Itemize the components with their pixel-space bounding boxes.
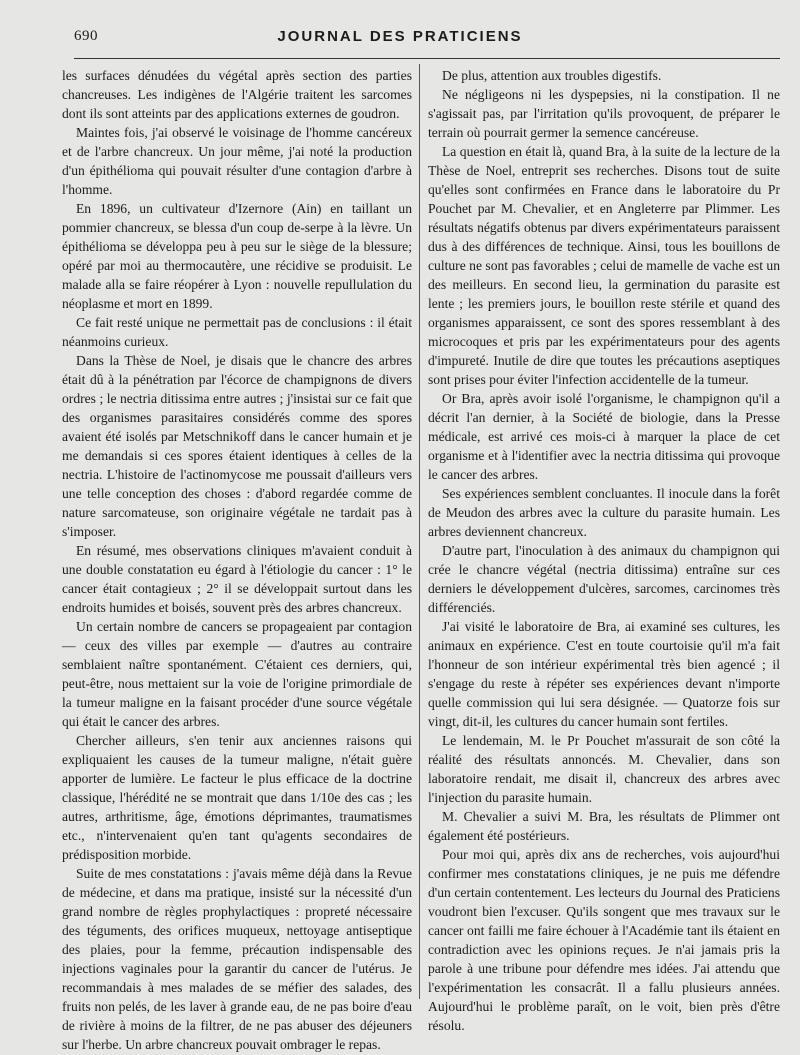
paragraph: les surfaces dénudées du végétal après section des parties chancreuses. Les indigènes de l'Algérie traitent les sarcomes dont ils sont atteints par des applications externes de goudron. <box>62 68 412 121</box>
paragraph: Ne négligeons ni les dyspepsies, ni la constipation. Il ne s'agissait pas, par l'irritation qu'ils provoquent, de préparer le terrain où pourrait germer la semence cancéreuse. <box>428 87 780 140</box>
paragraph: Pour moi qui, après dix ans de recherches, vois aujourd'hui confirmer mes constatations cliniques, je ne puis me défendre d'un certain contentement. Les lecteurs du Journal des Praticiens voudront bien l'excuser. Qu'ils songent que mes travaux sur le cancer ont failli me faire échouer à l'Académie tant ils étaient en contradiction avec les opinions reçues. Je n'ai jamais pris la parole à une tribune pour défendre mes idées. J'ai attendu que l'expérimentation les consacrât. Il a fallu plusieurs années. Aujourd'hui le problème paraît, on le voit, bien près d'être résolu. <box>428 847 780 1033</box>
paragraph: Ce fait resté unique ne permettait pas de conclusions : il était néanmoins curieux. <box>62 315 412 349</box>
paragraph: Maintes fois, j'ai observé le voisinage de l'homme cancéreux et de l'arbre chancreux. Un jour même, j'ai noté la production d'un épithélioma qui pouvait résulter d'une contagion d'arbre à l'homme. <box>62 125 412 197</box>
paragraph: En résumé, mes observations cliniques m'avaient conduit à une double constatation eu égard à l'étiologie du cancer : 1° le cancer était contagieux ; 2° il se développait surtout dans les endroits humides et boisés, souvent près des arbres chancreux. <box>62 543 412 615</box>
paragraph: Chercher ailleurs, s'en tenir aux anciennes raisons qui expliquaient les causes de la tumeur maligne, n'était guère apporter de lumière. Le facteur le plus efficace de la doctrine classique, l'hérédité ne se montrait que dans 1/10e des cas ; les autres, arthritisme, âge, émotions déprimantes, traumatismes etc., n'intervenaient qu'en tant qu'agents secondaires de prédisposition morbide. <box>62 733 412 862</box>
column-divider <box>419 64 420 999</box>
right-column <box>428 66 780 1035</box>
paragraph: Or Bra, après avoir isolé l'organisme, le champignon qu'il a décrit l'an dernier, à la Société de biologie, dans la Presse médicale, est arrivé ces mois-ci à marquer la place de cet organisme et à l'identifier avec la nectria ditissima qui provoque le cancer des arbres. <box>428 391 780 482</box>
page-header <box>0 28 800 52</box>
paragraph: J'ai visité le laboratoire de Bra, ai examiné ses cultures, les animaux en expérience. C'est en toute courtoisie qu'il m'a fait l'honneur de son intérieur expérimental très bien agencé ; il s'engage du reste à répéter ses expériences devant n'importe quelle commission qui lui sera désignée. — Quatorze fois sur vingt, dit-il, les cultures du cancer humain sont fertiles. <box>428 619 780 729</box>
paragraph: La question en était là, quand Bra, à la suite de la lecture de la Thèse de Noel, entreprit ses recherches. Disons tout de suite qu'elles sont confirmées en France dans le laboratoire du Pr Pouchet par M. Chevalier, et en Angleterre par Plimmer. Les résultats négatifs obtenus par divers expérimentateurs paraissent dus à des différences de technique. Ainsi, tous les bouillons de culture ne sont pas favorables ; celui de mamelle de vache est un des meilleurs. En second lieu, la germination du parasite est lente ; les premiers jours, le bouillon reste stérile et quand des organismes apparaissent, ce sont des spores ressemblant à des microcoques et pris par les expérimentateurs pour des agents d'impureté. Inutile de dire que toutes les précautions aseptiques sont prises pour éviter l'infection accidentelle de la tumeur. <box>428 144 780 387</box>
paragraph: Un certain nombre de cancers se propageaient par contagion — ceux des villes par exemple — d'autres au contraire semblaient naître spontanément. C'étaient ces derniers, qui, peut-être, nous mettaient sur la voie de l'origine primordiale de la tumeur maligne en la faisant procéder d'une source végétale qui était le cancer des arbres. <box>62 619 412 729</box>
paragraph: D'autre part, l'inoculation à des animaux du champignon qui crée le chancre végétal (nectria ditissima) entraîne sur ces derniers le développement d'ulcères, sarcomes, carcinomes très différenciés. <box>428 543 780 615</box>
paragraph: En 1896, un cultivateur d'Izernore (Ain) en taillant un pommier chancreux, se blessa d'un coup de-serpe à la lèvre. Un épithélioma se développa peu à peu sur le siège de la blessure; opéré par moi au thermocautère, une récidive se produisit. Le malade alla se faire réopérer à Lyon : nouvelle repullulation du néoplasme et mort en 1899. <box>62 201 412 311</box>
paragraph: Dans la Thèse de Noel, je disais que le chancre des arbres était dû à la pénétration par l'écorce de champignons de divers ordres ; le nectria ditissima entre autres ; j'insistai sur ce fait que des organismes parasitaires considérés comme des spores avaient été isolés par Metschnikoff dans le cancer humain et je me demandais si ces spores étaient identiques à celles de la nectria. L'histoire de l'actinomycose me poussait d'ailleurs vers une telle conception des choses : d'abord regardée comme de nature sarcomateuse, son originaire végétale ne tardait pas à s'imposer. <box>62 353 412 539</box>
paragraph: Le lendemain, M. le Pr Pouchet m'assurait de son côté la réalité des résultats annoncés. M. Chevalier, dans son laboratoire rendait, me disait il, chancreux des arbres avec l'injection du parasite humain. <box>428 733 780 805</box>
page-number: 690 <box>74 28 98 44</box>
paragraph: Ses expériences semblent concluantes. Il inocule dans la forêt de Meudon des arbres avec la culture du parasite humain. Les arbres deviennent chancreux. <box>428 486 780 539</box>
journal-title: JOURNAL DES PRATICIENS <box>277 28 523 45</box>
header-rule <box>74 58 780 59</box>
paragraph: M. Chevalier a suivi M. Bra, les résultats de Plimmer ont également été postérieurs. <box>428 809 780 843</box>
left-column <box>62 66 412 1054</box>
paragraph: De plus, attention aux troubles digestifs. <box>442 68 662 83</box>
paragraph: Suite de mes constatations : j'avais même déjà dans la Revue de médecine, et dans ma pratique, insisté sur la nécessité d'un grand nombre de règles prophylactiques : propreté nécessaire des téguments, des orifices muqueux, nettoyage antiseptique des plaies, pour la femme, précaution indispensable des injections vaginales pour la garantir du cancer de l'utérus. Je recommandais à mes malades de se méfier des salades, des fruits non pelés, de les laver à grande eau, de ne pas boire d'eau de rivière à moins de la filtrer, de ne pas abuser des déjeuners sur l'herbe. Un arbre chancreux pouvait ombrager le repas. <box>62 866 412 1052</box>
